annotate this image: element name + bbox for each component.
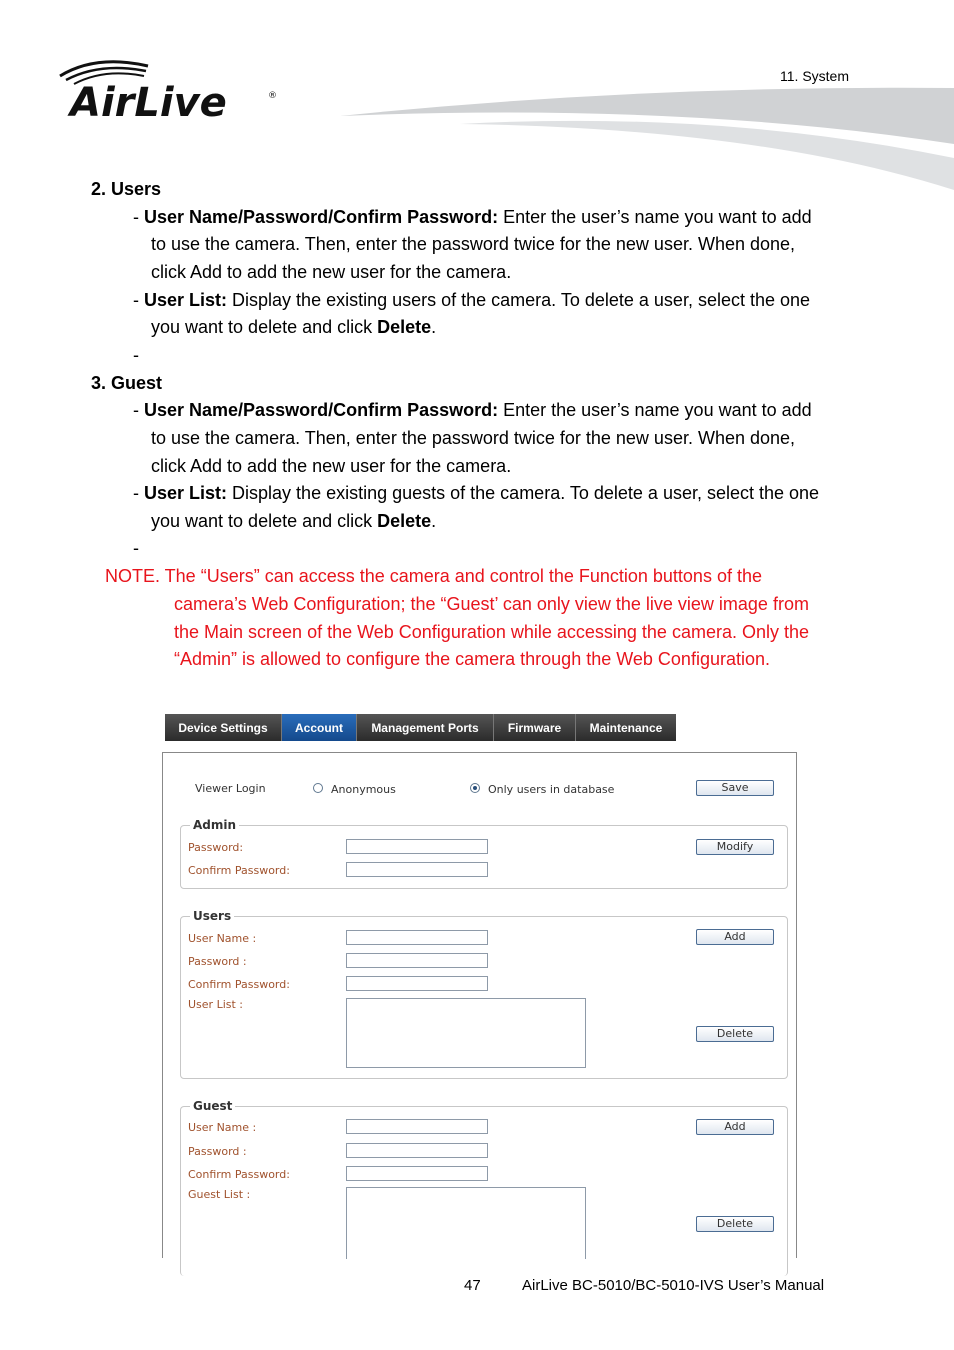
users-item2-bold: User List: — [144, 290, 228, 310]
tab-account[interactable]: Account — [282, 714, 357, 741]
guest-dash: - — [133, 538, 139, 558]
save-button[interactable]: Save — [696, 780, 774, 796]
users-item2-line2 — [151, 314, 436, 342]
admin-group — [180, 825, 788, 889]
users-item1-line2: to use the camera. Then, enter the password twice for the new user. When done, — [151, 234, 796, 254]
guest-item2-text: Display the existing guests of the camera. To delete a user, select the one — [227, 483, 820, 503]
note-line1: NOTE. The “Users” can access the camera and control the Function buttons of the — [105, 566, 762, 586]
users-legend: Users — [190, 909, 234, 923]
guest-password-label: Password : — [188, 1145, 247, 1158]
tab-maintenance[interactable]: Maintenance — [576, 714, 676, 741]
svg-text:®: ® — [268, 91, 277, 101]
users-item1-line1: - User Name/Password/Confirm Password: Enter the user’s name you want to add — [133, 207, 812, 227]
note-line2: camera’s Web Configuration; the “Guest’ can only view the live view image from — [174, 594, 809, 614]
users-list[interactable] — [346, 998, 586, 1068]
guest-list[interactable] — [346, 1187, 586, 1259]
guest-item1-bold: User Name/Password/Confirm Password: — [144, 400, 499, 420]
guest-item2-line2-text: you want to delete and click — [151, 511, 378, 531]
admin-confirm-input[interactable] — [346, 862, 488, 877]
guest-confirm-label: Confirm Password: — [188, 1168, 290, 1181]
tab-device-settings[interactable]: Device Settings — [165, 714, 282, 741]
users-username-label: User Name : — [188, 932, 257, 945]
only-users-radio[interactable] — [470, 783, 480, 793]
guest-item2-line1: - User List: Display the existing guests of the camera. To delete a user, select the one — [133, 483, 820, 503]
guest-confirm-input[interactable] — [346, 1166, 488, 1181]
users-dash: - — [133, 345, 139, 365]
guest-heading: 3. Guest — [91, 373, 163, 393]
guest-username-input[interactable] — [346, 1119, 488, 1134]
tab-bar — [165, 714, 676, 741]
users-password-label: Password : — [188, 955, 247, 968]
guest-item1-line1: - User Name/Password/Confirm Password: Enter the user’s name you want to add — [133, 400, 812, 420]
manual-title: AirLive BC-5010/BC-5010-IVS User’s Manual — [522, 1277, 825, 1294]
header-swoosh — [340, 80, 954, 200]
guest-list-label: Guest List : — [188, 1188, 251, 1201]
users-item2-line2-text: you want to delete and click — [151, 317, 378, 337]
account-settings-screenshot — [162, 700, 798, 1258]
viewer-login-label: Viewer Login — [195, 782, 266, 795]
note-line4: “Admin” is allowed to configure the camera through the Web Configuration. — [174, 649, 770, 669]
users-period: . — [431, 317, 437, 337]
tab-firmware[interactable]: Firmware — [494, 714, 576, 741]
admin-password-label: Password: — [188, 841, 244, 854]
users-item2-text: Display the existing users of the camera. To delete a user, select the one — [227, 290, 811, 310]
chapter-label: 11. System — [780, 68, 849, 84]
users-confirm-input[interactable] — [346, 976, 488, 991]
users-add-button[interactable]: Add — [696, 929, 774, 945]
guest-add-button[interactable]: Add — [696, 1119, 774, 1135]
admin-password-input[interactable] — [346, 839, 488, 854]
guest-period: . — [431, 511, 437, 531]
page-number: 47 — [464, 1277, 481, 1294]
users-confirm-label: Confirm Password: — [188, 978, 290, 991]
users-list-label: User List : — [188, 998, 243, 1011]
admin-legend: Admin — [190, 818, 239, 832]
admin-confirm-label: Confirm Password: — [188, 864, 290, 877]
guest-item1-line3: click Add to add the new user for the camera. — [151, 456, 512, 476]
guest-delete-button[interactable]: Delete — [696, 1216, 774, 1232]
tab-management-ports[interactable]: Management Ports — [357, 714, 494, 741]
guest-delete-word: Delete — [377, 511, 432, 531]
users-delete-button[interactable]: Delete — [696, 1026, 774, 1042]
users-item1-bold: User Name/Password/Confirm Password: — [144, 207, 499, 227]
airlive-logo — [56, 56, 286, 126]
modify-button[interactable]: Modify — [696, 839, 774, 855]
users-delete-word: Delete — [377, 317, 432, 337]
guest-item1-text: Enter the user’s name you want to add — [498, 400, 812, 420]
guest-username-label: User Name : — [188, 1121, 257, 1134]
guest-legend: Guest — [190, 1099, 235, 1113]
users-heading: 2. Users — [91, 179, 162, 199]
anonymous-label: Anonymous — [331, 783, 396, 796]
users-password-input[interactable] — [346, 953, 488, 968]
logo-text: AirLive — [70, 80, 227, 126]
users-username-input[interactable] — [346, 930, 488, 945]
guest-item2-bold: User List: — [144, 483, 228, 503]
users-item2-line1: - User List: Display the existing users of the camera. To delete a user, select the one — [133, 290, 811, 310]
guest-item1-line2: to use the camera. Then, enter the password twice for the new user. When done, — [151, 428, 796, 448]
users-item1-text: Enter the user’s name you want to add — [498, 207, 812, 227]
note-line3: the Main screen of the Web Configuration while accessing the camera. Only the — [174, 622, 810, 642]
guest-password-input[interactable] — [346, 1143, 488, 1158]
anonymous-radio[interactable] — [313, 783, 323, 793]
users-item1-line3: click Add to add the new user for the camera. — [151, 262, 512, 282]
only-users-label: Only users in database — [488, 783, 615, 796]
account-panel — [162, 752, 797, 1258]
guest-item2-line2 — [151, 508, 436, 536]
